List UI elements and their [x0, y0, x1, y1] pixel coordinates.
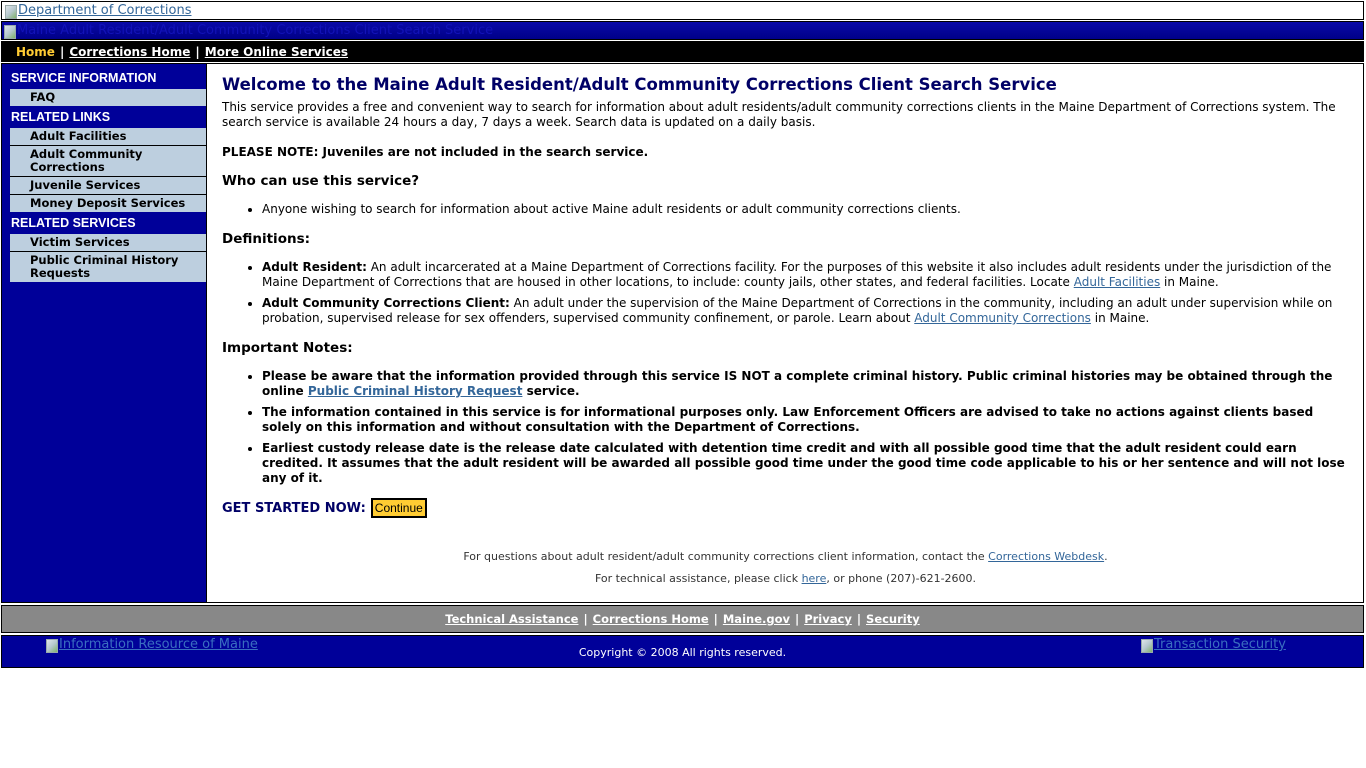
- sidebar-heading-related-services: RELATED SERVICES: [11, 216, 136, 230]
- nav-more-online-services[interactable]: More Online Services: [204, 44, 349, 59]
- footer-link-privacy[interactable]: Privacy: [804, 612, 852, 626]
- definitions-list: [222, 260, 1349, 326]
- sidebar-group-related-services: [2, 234, 206, 282]
- sidebar-item-adult-community-corrections[interactable]: Adult Community Corrections: [10, 146, 206, 177]
- nav-separator: |: [195, 44, 200, 59]
- transaction-security-link[interactable]: [1140, 637, 1286, 652]
- who-list: [222, 202, 1349, 217]
- definition-term: Adult Resident:: [262, 260, 367, 274]
- footer-link-maine-gov[interactable]: Maine.gov: [722, 612, 790, 626]
- sidebar-item-adult-facilities[interactable]: Adult Facilities: [10, 128, 206, 146]
- contact-line-technical: [222, 568, 1349, 590]
- sidebar-heading-related-links: RELATED LINKS: [11, 110, 111, 124]
- get-started-row: [222, 498, 1349, 518]
- definitions-heading: Definitions:: [222, 231, 311, 247]
- footer-separator: |: [856, 612, 862, 626]
- sidebar-item-victim-services[interactable]: Victim Services: [10, 234, 206, 252]
- adult-community-corrections-link[interactable]: Adult Community Corrections: [914, 311, 1091, 325]
- sidebar: [2, 64, 207, 602]
- technical-assistance-here-link[interactable]: here: [801, 572, 827, 585]
- sidebar-group-service-information: [2, 89, 206, 106]
- footer-link-corrections-home[interactable]: Corrections Home: [592, 612, 709, 626]
- contact-line-webdesk: [222, 546, 1349, 568]
- public-criminal-history-link[interactable]: Public Criminal History Request: [307, 384, 523, 398]
- note-item: [262, 369, 1349, 399]
- definition-text-end: in Maine.: [1160, 275, 1219, 289]
- juvenile-note: PLEASE NOTE: Juveniles are not included in the search service.: [222, 145, 649, 159]
- nav-home[interactable]: Home: [16, 44, 55, 59]
- get-started-label: GET STARTED NOW:: [222, 500, 366, 516]
- definition-term: Adult Community Corrections Client:: [262, 296, 510, 310]
- header-logo-bar: [1, 1, 1364, 20]
- footer-links-bar: [1, 605, 1364, 633]
- definition-text: An adult under the supervision of the Maine Department of Corrections in the community, including an adult under supervision while on probation, supervised release for sex offenders, supervised community confinement, or parole. Learn about: [262, 296, 1333, 325]
- department-logo-alt: Department of Corrections: [18, 3, 192, 18]
- definition-community-client: [262, 296, 1349, 326]
- continue-button[interactable]: Continue: [371, 498, 427, 518]
- main-row: [1, 63, 1364, 603]
- adult-facilities-link[interactable]: Adult Facilities: [1073, 275, 1161, 289]
- nav-corrections-home[interactable]: Corrections Home: [69, 44, 191, 59]
- note-item: • Earliest custody release date is the release date calculated with detention time credit and with all possible good time that the adult resident could earn credited. It assumes that the adult resident will be awarded all possible good time under the good time code applicable to his or her sentence and will not lose any of it.: [262, 441, 1349, 486]
- intro-text: This service provides a free and convenient way to search for information about adult residents/adult community corrections clients in the Maine Department of Corrections system. The search service is available 24 hours a day, 7 days a week. Search data is updated on a daily basis.: [222, 100, 1336, 129]
- definition-text: An adult incarcerated at a Maine Department of Corrections facility. For the purposes of this website it also includes adult residents under the jurisdiction of the Maine Department of Corrections that are housed in other locations, to include: county jails, other states, and federal facilities. Locate: [262, 260, 1332, 289]
- who-item: • Anyone wishing to search for information about active Maine adult residents or adult community corrections clients.: [262, 202, 1349, 217]
- sidebar-item-public-criminal-history-requests[interactable]: Public Criminal History Requests: [10, 252, 206, 282]
- note-item: • The information contained in this service is for informational purposes only. Law Enforcement Officers are advised to take no actions against clients based solely on this information and without consultation with the Department of Corrections.: [262, 405, 1349, 435]
- banner-alt: Maine Adult Resident/Adult Community Corrections Client Search Service: [17, 23, 494, 38]
- page: [1, 1, 1364, 668]
- footer-separator: |: [713, 612, 718, 626]
- sidebar-item-juvenile-services[interactable]: Juvenile Services: [10, 177, 206, 195]
- contact-info: [222, 546, 1349, 590]
- transaction-security-alt-text: Transaction Security: [1154, 637, 1286, 652]
- corrections-webdesk-link[interactable]: Corrections Webdesk: [988, 550, 1105, 563]
- footer-bottom: [1, 635, 1364, 668]
- page-title: Welcome to the Maine Adult Resident/Adult Community Corrections Client Search Service: [222, 75, 1057, 94]
- footer-separator: |: [583, 612, 588, 626]
- department-logo-link[interactable]: [4, 3, 192, 18]
- contact-text-end: , or phone (207)-621-2600.: [826, 572, 977, 585]
- main-content: [207, 64, 1363, 602]
- note-text: Please be aware that the information provided through this service IS NOT a complete criminal history. Public criminal histories may be obtained through the online: [262, 369, 1333, 398]
- header-banner: [1, 21, 1364, 40]
- broken-image-icon: [4, 4, 17, 18]
- contact-text: For questions about adult resident/adult community corrections client information, contact the: [463, 550, 989, 563]
- broken-image-icon: [3, 24, 16, 38]
- top-navigation: [1, 41, 1364, 62]
- sidebar-item-money-deposit-services[interactable]: Money Deposit Services: [10, 195, 206, 212]
- sidebar-heading-service-information: SERVICE INFORMATION: [11, 71, 157, 85]
- contact-text-end: .: [1104, 550, 1108, 563]
- note-text-end: service.: [522, 384, 580, 398]
- notes-heading: Important Notes:: [222, 340, 353, 356]
- who-heading: Who can use this service?: [222, 173, 420, 189]
- footer-separator: |: [795, 612, 800, 626]
- nav-separator: |: [59, 44, 65, 59]
- irm-alt-text: Information Resource of Maine: [59, 637, 258, 652]
- contact-text: For technical assistance, please click: [594, 572, 802, 585]
- notes-list: [222, 369, 1349, 486]
- broken-image-icon: [1140, 638, 1153, 652]
- copyright: Copyright © 2008 All rights reserved.: [578, 646, 787, 659]
- sidebar-item-faq[interactable]: FAQ: [10, 89, 206, 106]
- banner-image: [3, 23, 493, 38]
- definition-text-end: in Maine.: [1090, 311, 1150, 325]
- footer-link-security[interactable]: Security: [866, 612, 920, 626]
- sidebar-group-related-links: [2, 128, 206, 212]
- footer-link-technical-assistance[interactable]: Technical Assistance: [445, 612, 579, 626]
- definition-adult-resident: [262, 260, 1349, 290]
